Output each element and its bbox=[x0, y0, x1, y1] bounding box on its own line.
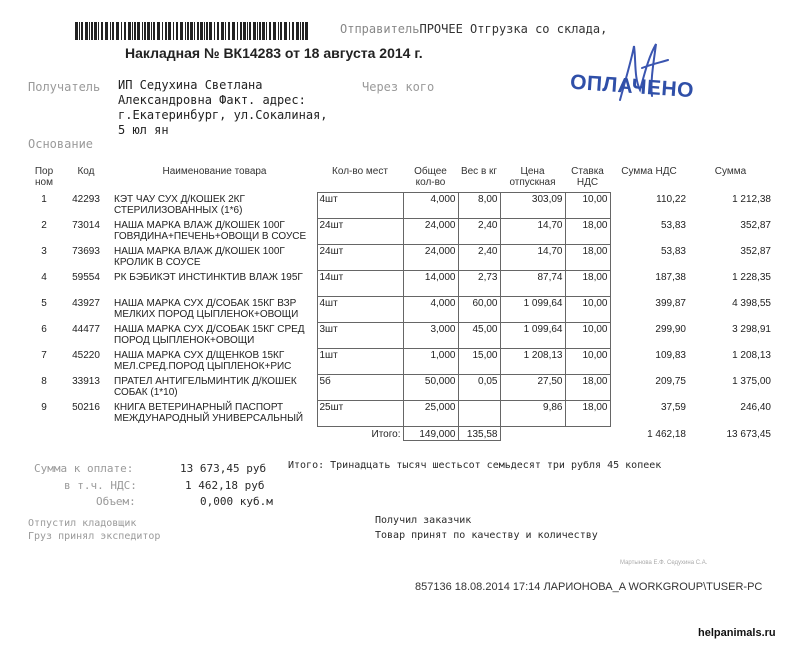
table-row bbox=[28, 219, 773, 245]
barcode-bar bbox=[204, 22, 205, 40]
item-places: 4шт bbox=[317, 297, 403, 323]
row-number: 6 bbox=[41, 323, 47, 335]
header-cell: Вес в кг bbox=[460, 166, 498, 177]
item-price: 14,70 bbox=[500, 245, 565, 271]
table-row bbox=[28, 323, 773, 349]
barcode-bar bbox=[89, 22, 90, 40]
barcode-bar bbox=[247, 22, 248, 40]
item-vat-sum: 399,87 bbox=[655, 297, 686, 309]
barcode-bar bbox=[266, 22, 267, 40]
vat-label: в т.ч. НДС: bbox=[64, 479, 137, 492]
header-cell: Ставка НДС bbox=[571, 166, 604, 188]
barcode-bar bbox=[237, 22, 238, 40]
item-sum: 1 212,38 bbox=[732, 193, 771, 205]
item-places: 24шт bbox=[317, 245, 403, 271]
barcode-bar bbox=[142, 22, 143, 40]
item-code: 59554 bbox=[72, 271, 100, 283]
barcode-bar bbox=[101, 22, 103, 40]
item-price: 27,50 bbox=[500, 375, 565, 401]
item-code: 73693 bbox=[72, 245, 100, 257]
header-cell: Сумма НДС bbox=[621, 166, 677, 177]
barcode-bar bbox=[240, 22, 242, 40]
row-number: 4 bbox=[41, 271, 47, 283]
item-qty: 14,000 bbox=[403, 271, 458, 297]
barcode-bar bbox=[221, 22, 224, 40]
barcode-bar bbox=[228, 22, 230, 40]
item-qty: 24,000 bbox=[403, 219, 458, 245]
item-code: 45220 bbox=[72, 349, 100, 361]
item-price: 1 099,64 bbox=[500, 297, 565, 323]
barcode-bar bbox=[180, 22, 183, 40]
item-places: 4шт bbox=[317, 193, 403, 219]
item-sum: 352,87 bbox=[740, 245, 771, 257]
item-name: КНИГА ВЕТЕРИНАРНЫЙ ПАСПОРТ МЕЖДУНАРОДНЫЙ УНИВЕРСАЛЬНЫЙ bbox=[114, 401, 304, 424]
item-vat-rate: 10,00 bbox=[565, 349, 610, 375]
barcode-bar bbox=[151, 22, 152, 40]
row-number: 7 bbox=[41, 349, 47, 361]
invoice-title: Накладная № ВК14283 от 18 августа 2014 г. bbox=[125, 45, 423, 61]
barcode-bar bbox=[187, 22, 189, 40]
header-cell: Кол-во мест bbox=[332, 166, 388, 177]
barcode-bar bbox=[200, 22, 203, 40]
item-name: НАША МАРКА ВЛАЖ Д/КОШЕК 100Г КРОЛИК В СОУСЕ bbox=[114, 245, 285, 268]
item-vat-rate: 10,00 bbox=[565, 297, 610, 323]
item-name: КЭТ ЧАУ СУХ Д/КОШЕК 2КГ СТЕРИЛИЗОВАННЫХ (1*6) bbox=[114, 193, 245, 216]
barcode-bar bbox=[75, 22, 78, 40]
basis-label: Основание bbox=[28, 137, 94, 151]
item-code: 73014 bbox=[72, 219, 100, 231]
barcode-bar bbox=[162, 22, 163, 40]
barcode-bar bbox=[81, 22, 83, 40]
item-code: 42293 bbox=[72, 193, 100, 205]
sender bbox=[340, 22, 607, 36]
table-header-row bbox=[28, 164, 773, 193]
barcode-bar bbox=[116, 22, 119, 40]
item-code: 33913 bbox=[72, 375, 100, 387]
item-vat-rate: 10,00 bbox=[565, 193, 610, 219]
item-price: 1 099,64 bbox=[500, 323, 565, 349]
item-code: 44477 bbox=[72, 323, 100, 335]
row-number: 8 bbox=[41, 375, 47, 387]
total-weight: 135,58 bbox=[458, 427, 500, 441]
barcode-bar bbox=[214, 22, 215, 40]
recipient-address: ИП Седухина Светлана Александровна Факт. адрес: г.Екатеринбург, ул.Сокалиная, 5 юл ян bbox=[118, 78, 328, 137]
item-qty: 4,000 bbox=[403, 193, 458, 219]
barcode-bar bbox=[165, 22, 167, 40]
item-weight: 15,00 bbox=[458, 349, 500, 375]
barcode-bar bbox=[302, 22, 304, 40]
sender-label: Отправитель bbox=[340, 22, 420, 36]
item-places: 3шт bbox=[317, 323, 403, 349]
item-sum: 3 298,91 bbox=[732, 323, 771, 335]
row-number: 1 bbox=[41, 193, 47, 205]
barcode-bar bbox=[296, 22, 299, 40]
item-price: 1 208,13 bbox=[500, 349, 565, 375]
barcode-bar bbox=[292, 22, 294, 40]
item-weight: 8,00 bbox=[458, 193, 500, 219]
item-vat-sum: 109,83 bbox=[655, 349, 686, 361]
barcode-bar bbox=[280, 22, 282, 40]
item-vat-rate: 18,00 bbox=[565, 401, 610, 427]
payable-value: 13 673,45 руб bbox=[180, 462, 267, 475]
item-name: НАША МАРКА СУХ Д/СОБАК 15КГ ВЗР МЕЛКИХ ПОРОД ЦЫПЛЕНОК+ОВОЩИ bbox=[114, 297, 299, 320]
item-places: 14шт bbox=[317, 271, 403, 297]
barcode-bar bbox=[206, 22, 208, 40]
barcode-bar bbox=[134, 22, 136, 40]
table-row bbox=[28, 349, 773, 375]
barcode bbox=[75, 22, 310, 40]
barcode-bar bbox=[243, 22, 246, 40]
header-cell: Код bbox=[77, 166, 95, 177]
total-qty: 149,000 bbox=[403, 427, 458, 441]
barcode-bar bbox=[217, 22, 219, 40]
barcode-bar bbox=[147, 22, 150, 40]
item-vat-sum: 53,83 bbox=[660, 245, 686, 257]
item-name: ПРАТЕЛ АНТИГЕЛЬМИНТИК Д/КОШЕК СОБАК (1*10) bbox=[114, 375, 297, 398]
item-price: 87,74 bbox=[500, 271, 565, 297]
item-weight: 2,73 bbox=[458, 271, 500, 297]
barcode-bar bbox=[112, 22, 114, 40]
item-sum: 1 228,35 bbox=[732, 271, 771, 283]
barcode-bar bbox=[137, 22, 140, 40]
barcode-bar bbox=[289, 22, 290, 40]
total-sum: 13 673,45 bbox=[726, 428, 771, 440]
volume-label: Объем: bbox=[96, 495, 136, 508]
barcode-bar bbox=[185, 22, 186, 40]
payable-label: Сумма к оплате: bbox=[34, 462, 134, 475]
item-name: НАША МАРКА СУХ Д/СОБАК 15КГ СРЕД ПОРОД ЦЫПЛЕНОК+ОВОЩИ bbox=[114, 323, 305, 346]
item-qty: 1,000 bbox=[403, 349, 458, 375]
item-vat-rate: 18,00 bbox=[565, 271, 610, 297]
item-code: 50216 bbox=[72, 401, 100, 413]
item-places: 24шт bbox=[317, 219, 403, 245]
barcode-bar bbox=[232, 22, 235, 40]
recipient-label: Получатель bbox=[28, 80, 101, 94]
via-label: Через кого bbox=[362, 80, 435, 94]
item-name: НАША МАРКА ВЛАЖ Д/КОШЕК 100Г ГОВЯДИНА+ПЕЧЕНЬ+ОВОЩИ В СОУСЕ bbox=[114, 219, 307, 242]
item-name: НАША МАРКА СУХ Д/ЩЕНКОВ 15КГ МЕЛ.СРЕД.ПОРОД ЦЫПЛЕНОК+РИС bbox=[114, 349, 292, 372]
barcode-bar bbox=[253, 22, 256, 40]
item-weight bbox=[458, 401, 500, 427]
item-vat-rate: 18,00 bbox=[565, 245, 610, 271]
header-cell: Цена отпускная bbox=[509, 166, 556, 188]
item-sum: 1 375,00 bbox=[732, 375, 771, 387]
row-number: 2 bbox=[41, 219, 47, 231]
item-weight: 45,00 bbox=[458, 323, 500, 349]
barcode-bar bbox=[262, 22, 265, 40]
barcode-bar bbox=[190, 22, 193, 40]
barcode-bar bbox=[128, 22, 131, 40]
table-row bbox=[28, 401, 773, 427]
row-number: 3 bbox=[41, 245, 47, 257]
barcode-bar bbox=[168, 22, 171, 40]
item-sum: 1 208,13 bbox=[732, 349, 771, 361]
barcode-bar bbox=[269, 22, 271, 40]
barcode-bar bbox=[249, 22, 251, 40]
released-by-label: Отпустил кладовщик bbox=[28, 518, 137, 529]
item-name: РК БЭБИКЭТ ИНСТИНКТИВ ВЛАЖ 195Г bbox=[114, 271, 303, 283]
barcode-bar bbox=[284, 22, 287, 40]
item-vat-rate: 18,00 bbox=[565, 375, 610, 401]
item-qty: 25,000 bbox=[403, 401, 458, 427]
tiny-signers: Мартынова Е.Ф. Седухина С.А. bbox=[620, 560, 708, 566]
item-vat-rate: 18,00 bbox=[565, 219, 610, 245]
item-sum: 246,40 bbox=[740, 401, 771, 413]
item-weight: 2,40 bbox=[458, 219, 500, 245]
barcode-bar bbox=[209, 22, 212, 40]
total-vat: 1 462,18 bbox=[647, 428, 686, 440]
barcode-bar bbox=[176, 22, 178, 40]
total-row bbox=[28, 427, 773, 441]
item-vat-sum: 37,59 bbox=[660, 401, 686, 413]
item-vat-sum: 53,83 bbox=[660, 219, 686, 231]
barcode-bar bbox=[79, 22, 80, 40]
paid-stamp: ОПЛАЧЕНО bbox=[569, 70, 695, 103]
barcode-bar bbox=[157, 22, 160, 40]
item-vat-sum: 299,90 bbox=[655, 323, 686, 335]
item-sum: 4 398,55 bbox=[732, 297, 771, 309]
item-places: 25шт bbox=[317, 401, 403, 427]
item-vat-rate: 10,00 bbox=[565, 323, 610, 349]
print-footer: 857136 18.08.2014 17:14 ЛАРИОНОВА_A WORKGROUP\TUSER-PC bbox=[415, 581, 763, 593]
item-price: 14,70 bbox=[500, 219, 565, 245]
barcode-bar bbox=[305, 22, 308, 40]
barcode-bar bbox=[85, 22, 88, 40]
barcode-bar bbox=[153, 22, 155, 40]
header-cell: Общее кол-во bbox=[414, 166, 447, 188]
header-cell: Пор ном bbox=[34, 166, 54, 188]
item-vat-sum: 110,22 bbox=[656, 193, 686, 205]
barcode-bar bbox=[144, 22, 146, 40]
row-number: 9 bbox=[41, 401, 47, 413]
table-row bbox=[28, 193, 773, 219]
item-vat-sum: 187,38 bbox=[655, 271, 686, 283]
table-row bbox=[28, 297, 773, 323]
item-price: 303,09 bbox=[500, 193, 565, 219]
barcode-bar bbox=[105, 22, 108, 40]
barcode-bar bbox=[98, 22, 99, 40]
accepted-label: Товар принят по качеству и количеству bbox=[375, 530, 598, 541]
total-in-words: Итого: Тринадцать тысяч шестьсот семьдесят три рубля 45 копеек bbox=[288, 460, 662, 471]
barcode-bar bbox=[197, 22, 199, 40]
table-row bbox=[28, 271, 773, 297]
barcode-bar bbox=[94, 22, 97, 40]
item-code: 43927 bbox=[72, 297, 100, 309]
barcode-bar bbox=[259, 22, 261, 40]
barcode-bar bbox=[225, 22, 226, 40]
barcode-bar bbox=[110, 22, 111, 40]
barcode-bar bbox=[257, 22, 258, 40]
total-label: Итого: bbox=[371, 429, 401, 440]
vat-value: 1 462,18 руб bbox=[185, 479, 265, 492]
item-sum: 352,87 bbox=[740, 219, 771, 231]
barcode-bar bbox=[121, 22, 122, 40]
item-price: 9,86 bbox=[500, 401, 565, 427]
table-row bbox=[28, 245, 773, 271]
item-qty: 24,000 bbox=[403, 245, 458, 271]
item-weight: 60,00 bbox=[458, 297, 500, 323]
row-number: 5 bbox=[41, 297, 47, 309]
barcode-bar bbox=[91, 22, 93, 40]
received-by-label: Получил заказчик bbox=[375, 515, 472, 526]
barcode-bar bbox=[132, 22, 133, 40]
barcode-bar bbox=[124, 22, 126, 40]
barcode-bar bbox=[173, 22, 174, 40]
item-qty: 3,000 bbox=[403, 323, 458, 349]
item-qty: 50,000 bbox=[403, 375, 458, 401]
delivered-by-label: Груз принял экспедитор bbox=[28, 531, 161, 542]
item-places: 5б bbox=[317, 375, 403, 401]
item-vat-sum: 209,75 bbox=[655, 375, 686, 387]
barcode-bar bbox=[278, 22, 279, 40]
items-table bbox=[28, 164, 773, 441]
item-qty: 4,000 bbox=[403, 297, 458, 323]
header-cell: Наименование товара bbox=[162, 166, 267, 177]
barcode-bar bbox=[273, 22, 276, 40]
barcode-bar bbox=[194, 22, 195, 40]
item-weight: 0,05 bbox=[458, 375, 500, 401]
site-watermark: helpanimals.ru bbox=[698, 627, 776, 639]
item-weight: 2,40 bbox=[458, 245, 500, 271]
sender-value: ПРОЧЕЕ Отгрузка со склада, bbox=[419, 22, 608, 36]
item-places: 1шт bbox=[317, 349, 403, 375]
volume-value: 0,000 куб.м bbox=[200, 495, 273, 508]
header-cell: Сумма bbox=[714, 166, 747, 177]
table-row bbox=[28, 375, 773, 401]
barcode-bar bbox=[300, 22, 301, 40]
